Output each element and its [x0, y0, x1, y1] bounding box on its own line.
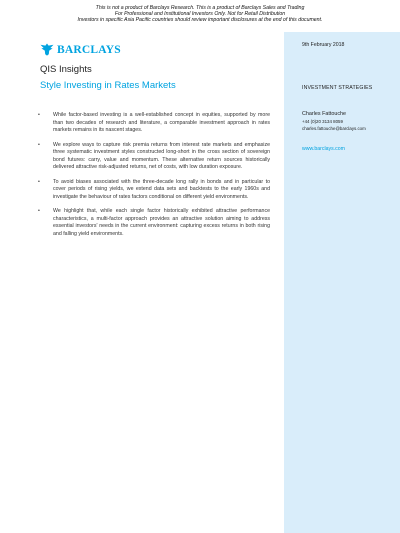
- list-item: [38, 112, 270, 135]
- sidebar-panel: [284, 32, 400, 533]
- disclaimer-line: Investors in specific Asia Pacific countries should review important disclosures at the end of this document.: [77, 17, 323, 24]
- summary-bullets: [38, 112, 270, 245]
- author-phone: +44 (0)20 3134 8059: [302, 119, 343, 124]
- bullet-mark: •: [38, 141, 40, 148]
- barclays-logo: [40, 43, 121, 56]
- author-email[interactable]: charles.fattouche@barclays.com: [302, 126, 366, 131]
- publication-date: 9th February 2018: [302, 42, 345, 48]
- bullet-mark: •: [38, 208, 40, 214]
- bullet-text: We highlight that, while each single factor historically exhibited attractive performance characteristics, a multi-factor approach provides an attractive solution aiming to address essential investors' needs in the current environment: capturing excess returns in both rising and falling yield environments.: [53, 208, 270, 237]
- bullet-text: To avoid biases associated with the three-decade long rally in bonds and in particular to cover periods of rising yields, we extend data sets and backtests to the early 1960s and investigate the behaviour of rates factors conditional on different yield environments.: [53, 178, 270, 200]
- bullet-text: While factor-based investing is a well-established concept in equities, supported by more than two decades of research and literature, a comparable investment approach in rates markets remains in its nascent stages.: [53, 112, 270, 133]
- disclaimer-line: This is not a product of Barclays Research. This is a product of Barclays Sales and Trading: [95, 5, 305, 11]
- author-name: Charles Fattouche: [302, 111, 347, 117]
- section-label: INVESTMENT STRATEGIES: [302, 85, 373, 91]
- bullet-text: We explore ways to capture risk premia returns from interest rate markets and emphasize three systematic investment styles constructed long-short in the cross section of sovereign bond futures: carry, value and momentum. These alternative return sources historically delivered attractive risk-adjusted returns, net of costs, with low duration exposure.: [53, 141, 270, 170]
- report-title: Style Investing in Rates Markets: [40, 80, 176, 91]
- list-item: [38, 179, 270, 202]
- disclaimer-line: For Professional and Institutional Investors Only. Not for Retail Distribution: [114, 11, 286, 18]
- bullet-mark: •: [38, 112, 40, 118]
- disclaimer-banner: [0, 5, 400, 24]
- list-item: [38, 208, 270, 238]
- bullet-mark: •: [38, 178, 40, 185]
- brand-name: BARCLAYS: [57, 43, 121, 56]
- eagle-icon: [40, 43, 54, 56]
- list-item: [38, 142, 270, 172]
- website-link[interactable]: www.barclays.com: [302, 146, 345, 152]
- series-title: QIS Insights: [40, 64, 92, 75]
